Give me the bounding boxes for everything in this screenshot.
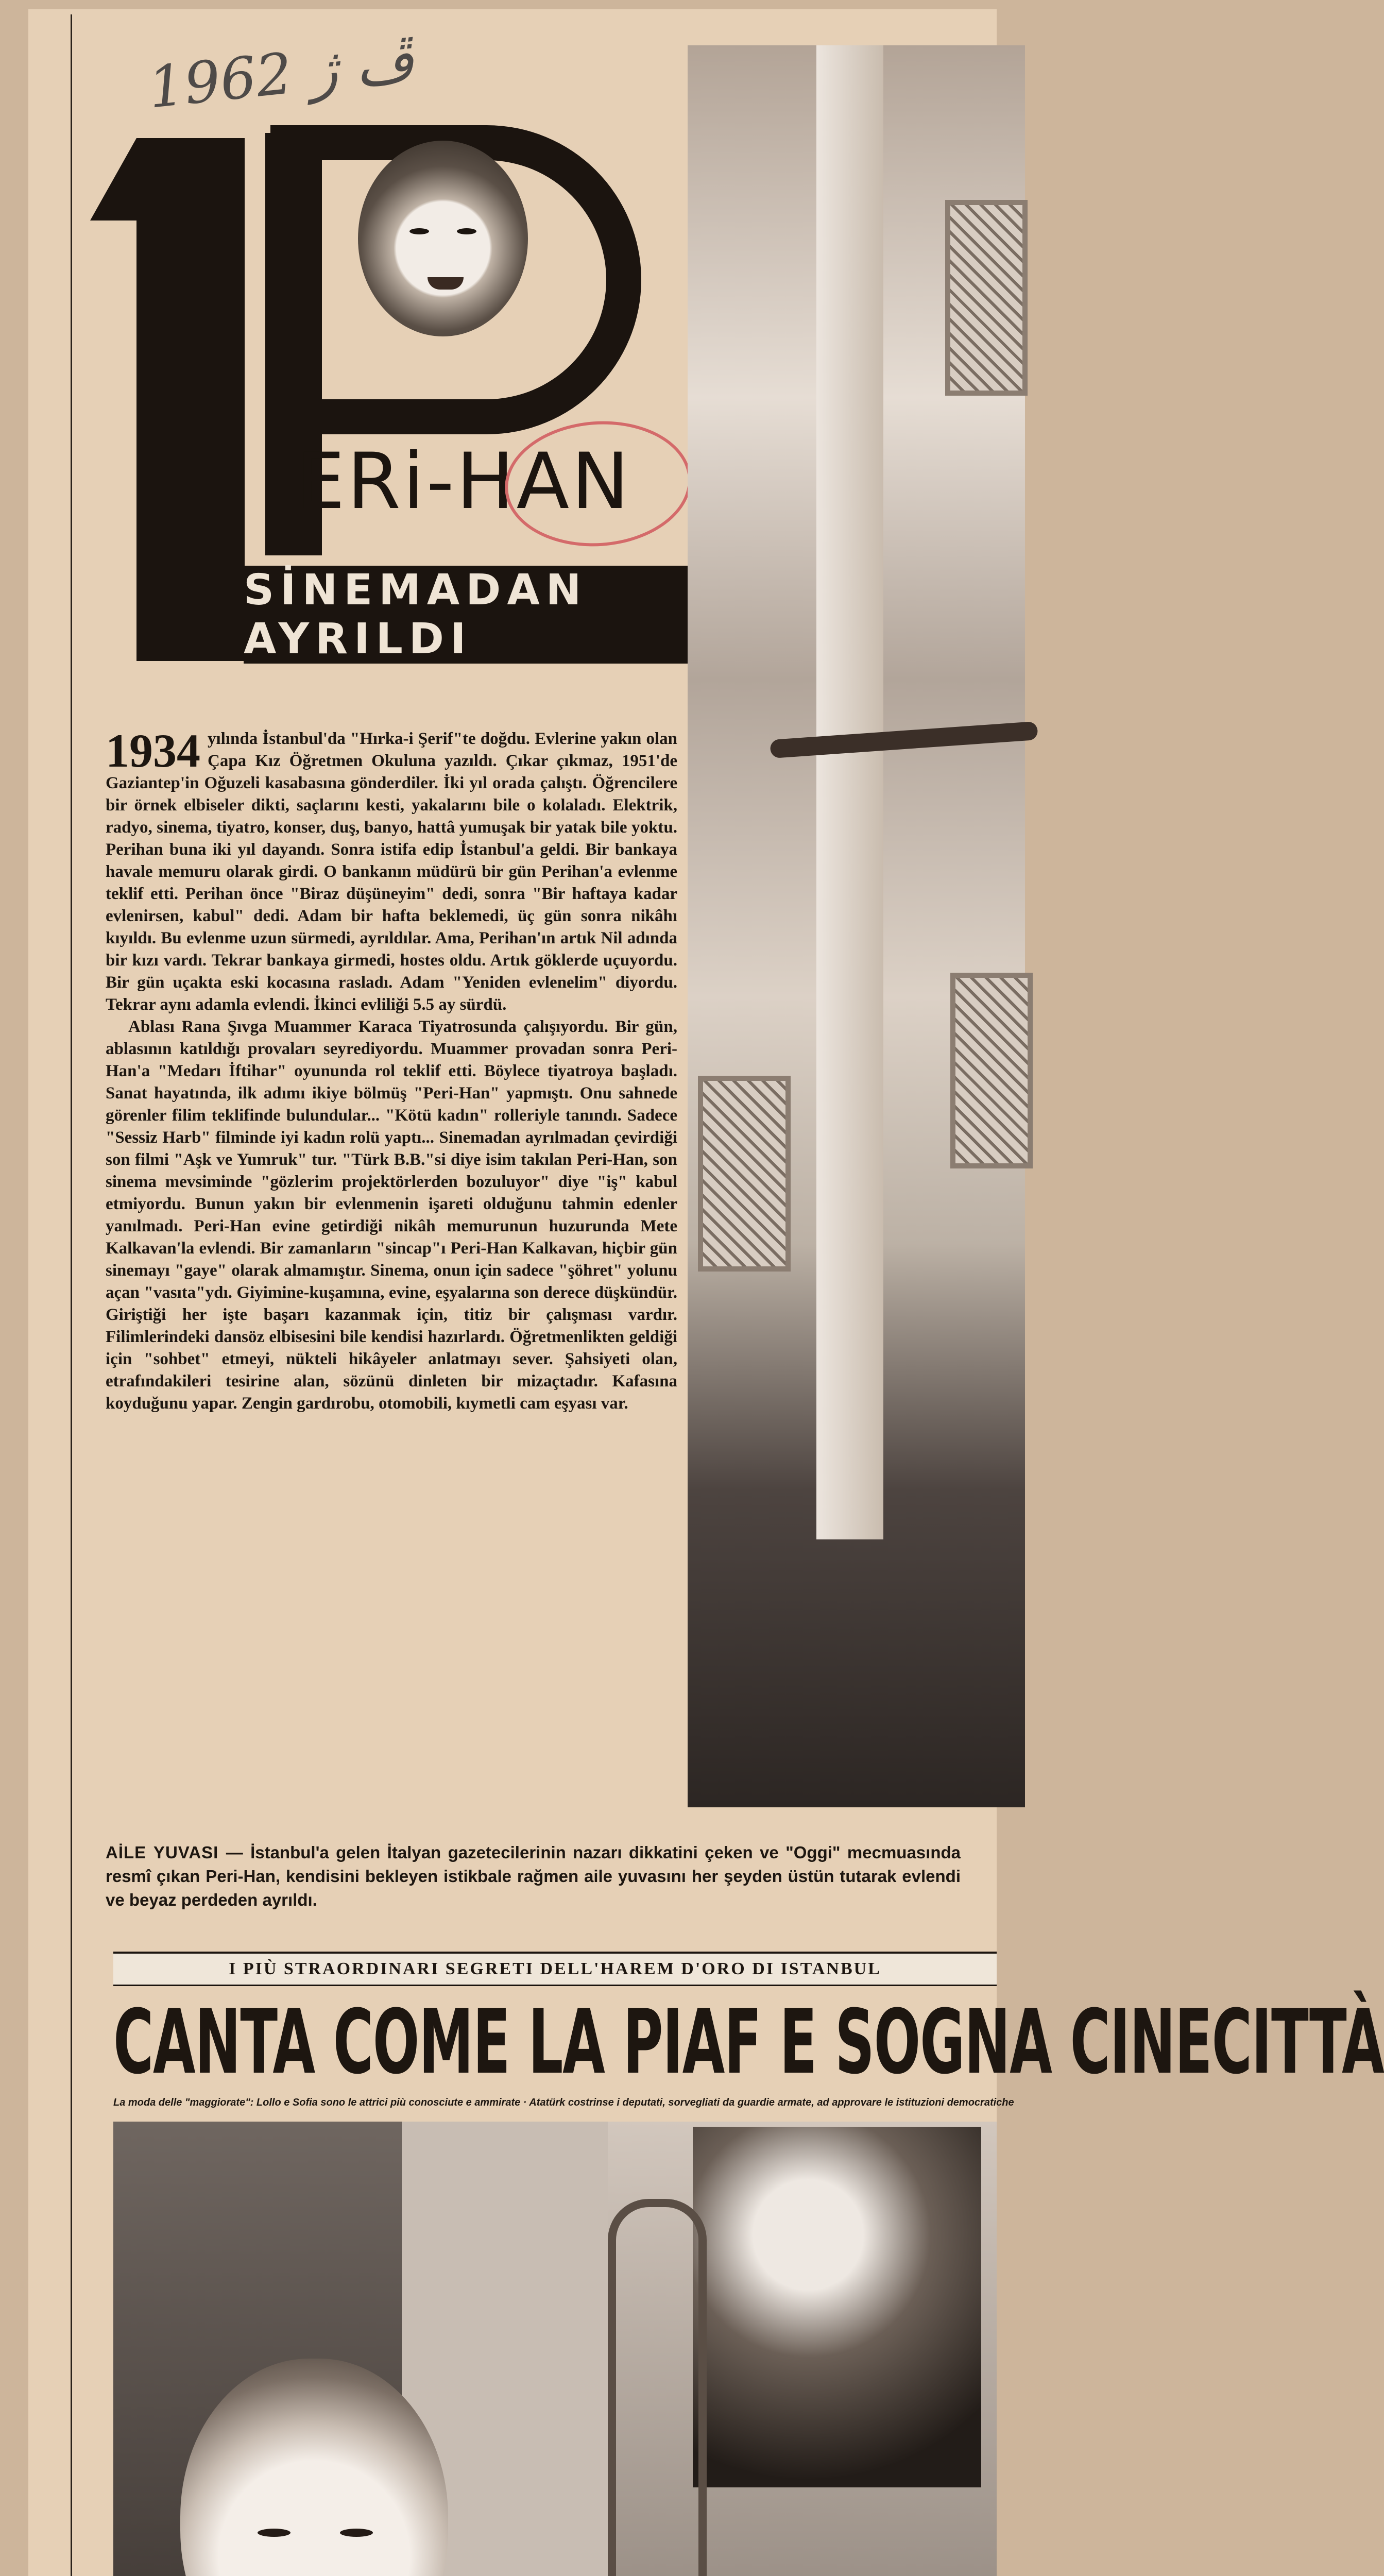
photo-pillar (816, 45, 883, 1539)
ornate-mosque-wall-photo-icon (688, 45, 1025, 1807)
photo-arm (770, 721, 1038, 758)
big-one-stroke (136, 138, 245, 661)
photo-painting (693, 2127, 981, 2487)
woman-portrait-photo-icon (358, 141, 528, 336)
big-one-flag (90, 138, 136, 221)
photo-caption (106, 1841, 961, 1912)
photo-grille (950, 973, 1033, 1168)
smiling-woman-harem-photo-icon (113, 2122, 997, 2576)
portrait-eye (409, 228, 429, 234)
handwritten-date: 1962 ڦ ژ (145, 27, 417, 121)
newspaper-clipping (28, 9, 1384, 2576)
drop-year: 1934 (106, 724, 200, 777)
italian-subline: La moda delle "maggiorate": Lollo e Sofia sono le attrici più conosciute e ammirate · Atatürk costrinse i deputati, sorvegliati da guardie armate, ad approvare le istituzioni democratiche (113, 2097, 1014, 2108)
article-body (106, 724, 677, 1415)
caption-lead: AİLE YUVASI — (106, 1843, 244, 1862)
photo-grille (945, 200, 1028, 396)
italian-clipping (113, 1952, 1384, 2576)
vertical-rule-icon (71, 14, 72, 2576)
face-eye (340, 2529, 373, 2537)
portrait-mouth (428, 277, 464, 290)
photo-grille (698, 1076, 791, 1272)
article-paragraph: yılında İstanbul'da "Hırka-i Şerif"te doğdu. Evlerine yakın olan Çapa Kız Öğretmen Okuluna yazıldı. Çıkar çıkmaz, 1951'de Gaziantep'in Oğuzeli kasabasına gönderdiler. İki yıl orada çalıştı. Öğrencilere bir örnek elbiseler dikti, saçlarını kesti, yakalarını bile o kolaladı. Elektrik, radyo, sinema, tiyatro, konser, duş, banyo, hattâ yumuşak bir yatak bile yoktu. Perihan buna iki yıl dayandı. Sonra istifa edip İstanbul'a geldi. Bir bankaya havale memuru olarak girdi. O bankanın müdürü bir gün Perihan'a evlenme teklif etti. Perihan önce "Biraz düşüneyim" dedi, sonra "Bir haftaya kadar evlenirsen, kabul" dedi. Adam bir hafta beklemedi, üç gün sonra nikâhı kıyıldı. Bu evlenme uzun sürmedi, ayrıldılar. Ama, Perihan'ın artık Nil adında bir kızı vardı. Tekrar bankaya girmedi, hostes oldu. Artık göklerde uçuyordu. Bir gün uçakta eski kocasına rasladı. Adam "Yeniden evlenelim" diyordu. Tekrar aynı adamla evlendi. İkinci evliliği 5.5 ay sürdü. (106, 730, 677, 1014)
portrait-eye (457, 228, 476, 234)
photo-arch (608, 2199, 707, 2576)
face-eye (258, 2529, 291, 2537)
red-circle-mark (501, 415, 695, 553)
article-paragraph: Ablası Rana Şıvga Muammer Karaca Tiyatrosunda çalışıyordu. Bir gün, ablasının katıldığı provaları seyrediyordu. Muammer provadan sonra Peri-Han'a "Medarı İftihar" oyununda rol teklif etti. Böylece tiyatroya başladı. Sanat hayatında, ilk adımı ikiye bölmüş "Peri-Han" yapmıştı. Onu sahnede görenler filim teklifinde bulundular... "Kötü kadın" rolleriyle tanındı. Sadece "Sessiz Harb" filminde iyi kadın rolü yaptı... Sinemadan ayrılmadan çevirdiği son filmi "Aşk ve Yumruk" tur. "Türk B.B."si diye isim takılan Peri-Han, son sinema mevsiminde "gözlerim projektörlerden bozuluyor" diye "iş" kabul etmiyordu. Bunun yakın bir evlenmenin işareti olduğunu tahmin edenler yanılmadı. Peri-Han evine getirdiği nikâh memurunun huzurunda Mete Kalkavan'la evlendi. Bir zamanların "sincap"ı Peri-Han Kalkavan, hiçbir gün sinemayı "gaye" olarak almamıştır. Sinema, onun için sadece "şöhret" yolunu açan "vasıta"ydı. Giyimine-kuşamına, evine, eşyalarına son derece düşkündür. Giriştiği her işte başarı kazanmak için, titiz bir çalışması vardır. Filimlerindeki dansöz elbisesini bile kendisi hazırlardı. Öğretmenlikten geldiği için "sohbet" etmeyi, nükteli hikâyeler anlatmayı sever. Şahsiyeti olan, etrafındakileri tesirine alan, sözünü dinleten bir mizaçtadır. Kafasına koyduğunu yapar. Zengin gardırobu, otomobili, kıymetli cam eşyası var. (106, 1018, 677, 1413)
page-title: ERi-HAN (296, 437, 631, 527)
italian-headline: CANTA COME LA PIAF E SOGNA CINECITTÀ (113, 1990, 1384, 2094)
italian-kicker: I PIÙ STRAORDINARI SEGRETI DELL'HAREM D'ORO DI ISTANBUL (113, 1952, 997, 1986)
headline-banner: SİNEMADAN AYRILDI (244, 566, 831, 664)
caption-text: İstanbul'a gelen İtalyan gazetecilerinin nazarı dikkatini çeken ve "Oggi" mecmuasında resmî çıkan Peri-Han, kendisini bekleyen istikbale rağmen aile yuvasını her şeyden üstün tutarak evlendi ve beyaz perdeden ayrıldı. (106, 1843, 961, 1909)
